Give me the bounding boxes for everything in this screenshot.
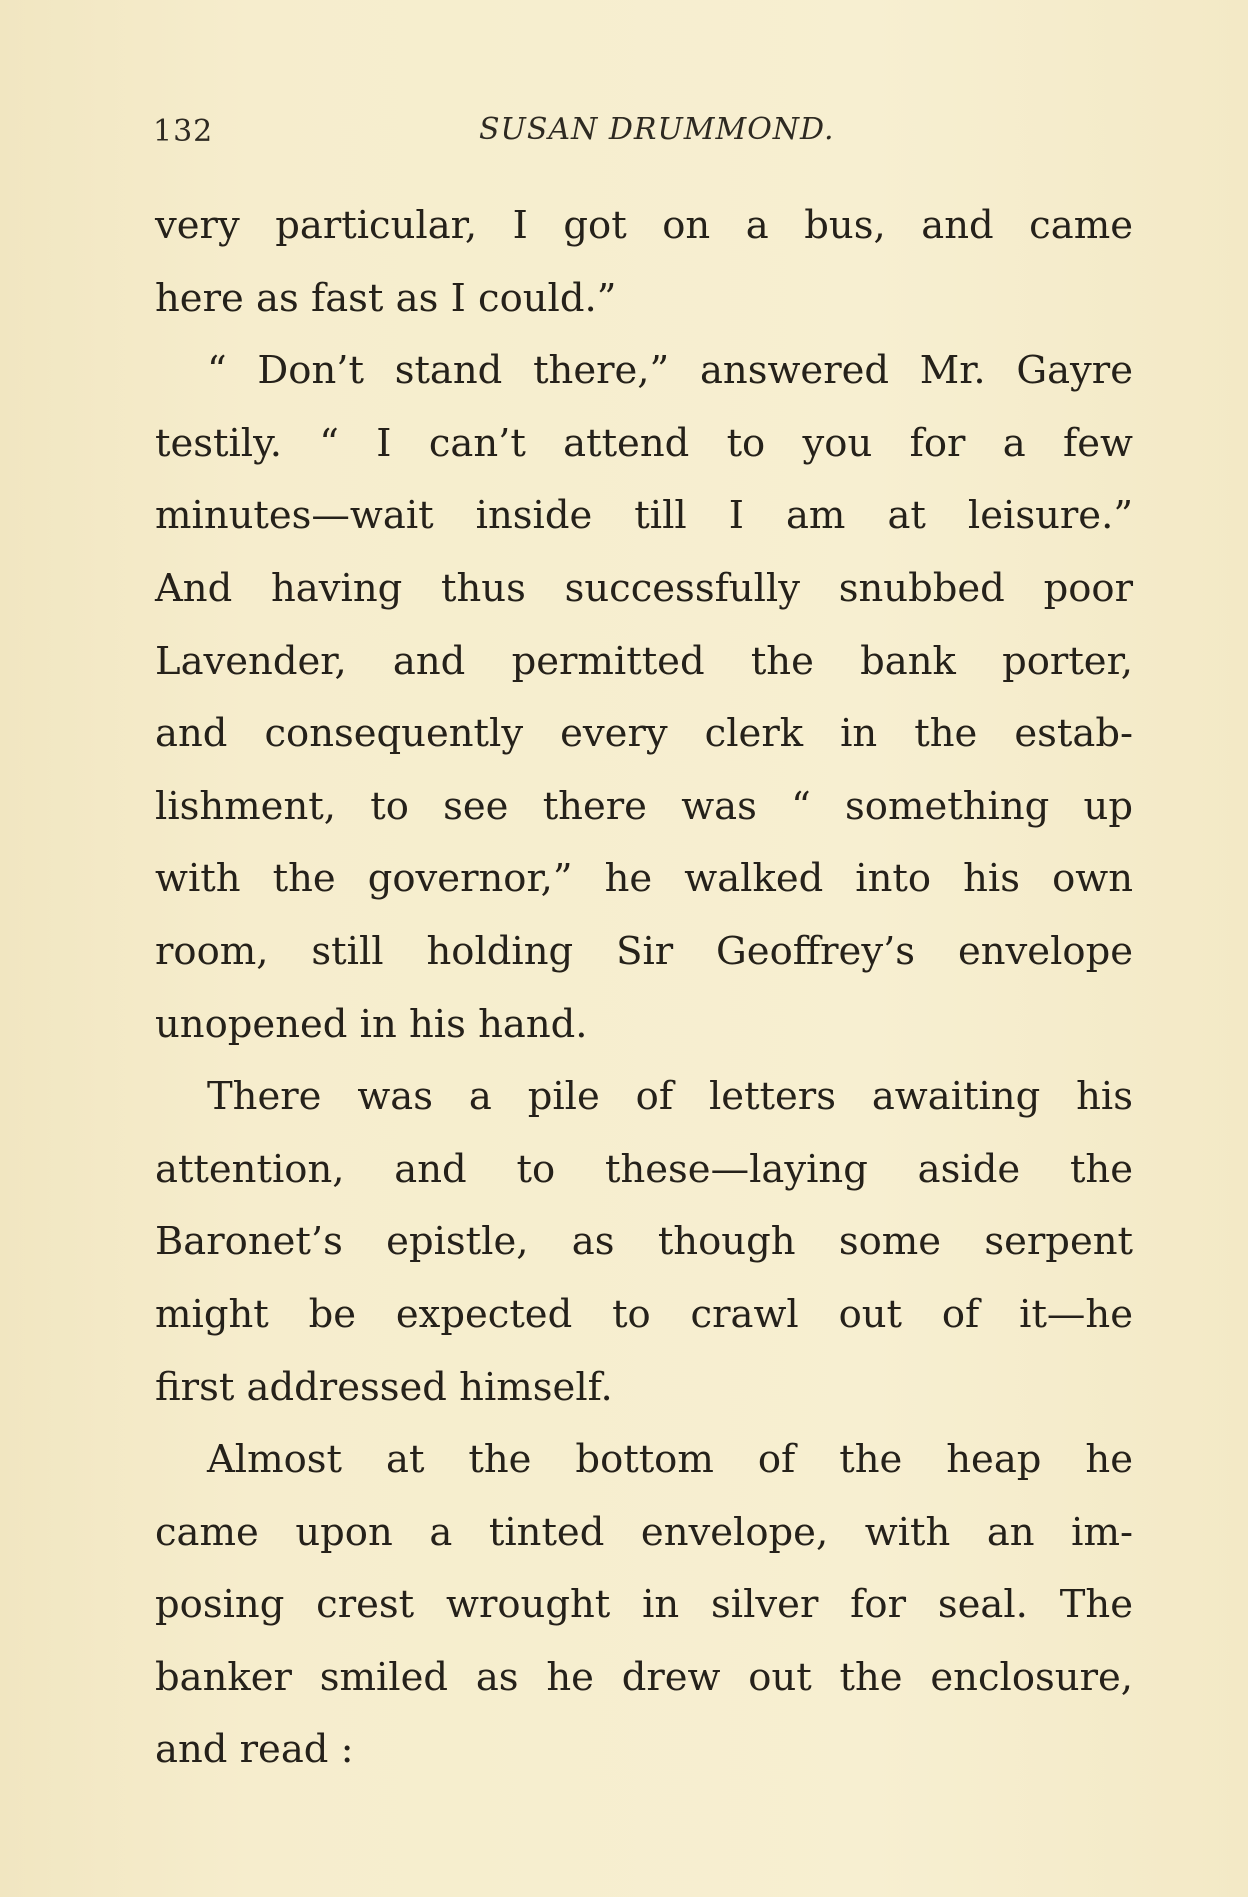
text-line: Baronet’s epistle, as though some serpent xyxy=(155,1219,1133,1265)
running-head xyxy=(153,108,1093,158)
text-line: here as fast as I could.” xyxy=(155,275,617,321)
text-line: very particular, I got on a bus, and came xyxy=(155,203,1133,248)
text-line: might be expected to crawl out of it—he xyxy=(155,1291,1133,1337)
text-line: Almost at the bottom of the heap he xyxy=(207,1437,1133,1483)
text-line: with the governor,” he walked into his own xyxy=(155,856,1133,902)
text-line: and consequently every clerk in the estab- xyxy=(155,711,1133,757)
text-line: “ Don’t stand there,” answered Mr. Gayre xyxy=(207,348,1133,394)
text-line: testily. “ I can’t attend to you for a few xyxy=(155,420,1133,466)
text-line: Lavender, and permitted the bank porter, xyxy=(155,638,1133,684)
body-text xyxy=(155,190,1133,1787)
text-line: There was a pile of letters awaiting his xyxy=(207,1074,1133,1120)
text-line: posing crest wrought in silver for seal. The xyxy=(155,1582,1133,1628)
text-line: banker smiled as he drew out the enclosure, xyxy=(155,1654,1133,1700)
text-line: lishment, to see there was “ something up xyxy=(155,783,1133,829)
page-number: 132 xyxy=(153,114,214,149)
text-line: came upon a tinted envelope, with an im- xyxy=(155,1509,1133,1555)
running-title: SUSAN DRUMMOND. xyxy=(479,112,835,147)
text-line: and read : xyxy=(155,1727,354,1773)
text-line: first addressed himself. xyxy=(155,1364,613,1410)
text-line: room, still holding Sir Geoffrey’s envelope xyxy=(155,928,1133,974)
text-line: unopened in his hand. xyxy=(155,1001,588,1047)
text-line: And having thus successfully snubbed poor xyxy=(155,565,1133,611)
text-line: minutes—wait inside till I am at leisure.” xyxy=(155,493,1133,539)
text-line: attention, and to these—laying aside the xyxy=(155,1146,1133,1192)
